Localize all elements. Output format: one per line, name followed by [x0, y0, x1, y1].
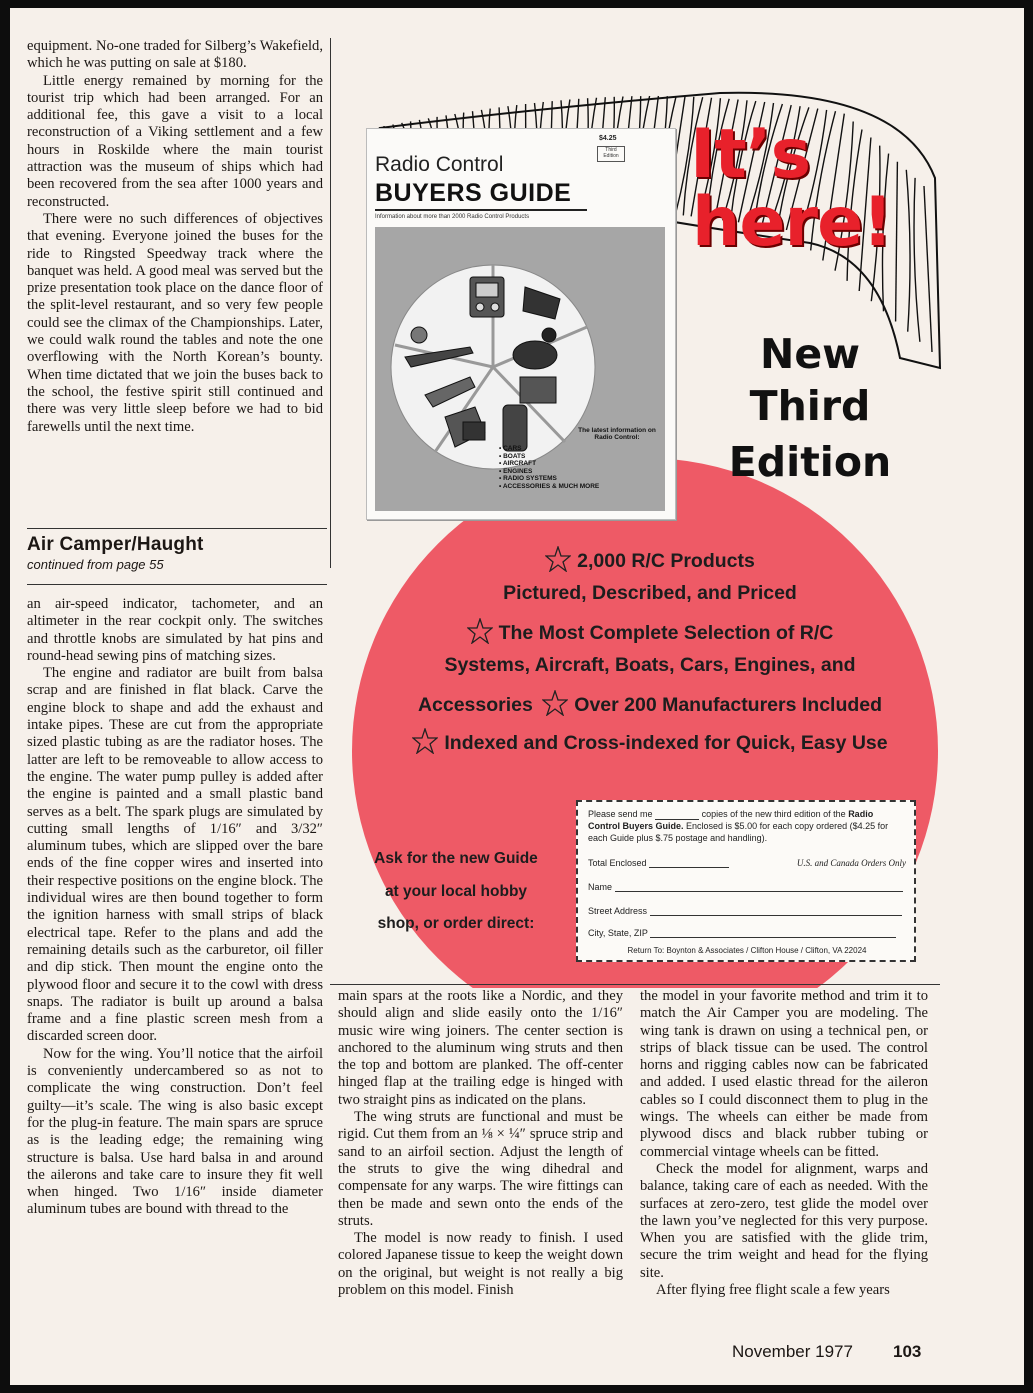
coupon-intro-text: copies of the new third edition of the [701, 809, 846, 819]
street-row [588, 906, 906, 916]
cover-tagline: Information about more than 2000 Radio Control Products [375, 214, 530, 220]
section-title: Air Camper/Haught [27, 534, 204, 555]
cover-price: $4.25 [599, 135, 617, 142]
cover-title-line-1: Radio Control [375, 153, 504, 176]
cover-category-item: • CARS [499, 445, 522, 452]
article-column-3 [640, 988, 928, 1299]
cover-category-item: • ACCESSORIES & MUCH MORE [499, 482, 600, 490]
star-icon [545, 546, 571, 572]
name-field[interactable] [615, 891, 903, 892]
magazine-page [10, 8, 1024, 1385]
ad-feature-text: Over 200 Manufacturers Included [574, 694, 883, 716]
article-column-1-top [27, 38, 323, 436]
coupon-product-name: Radio Control Buyers Guide. [588, 809, 874, 831]
ad-feature-line-3 [350, 618, 950, 645]
ask-line-3: shop, or order direct: [377, 915, 535, 932]
article-paragraph: There were no such differences of objectives that evening. Everyone joined the buses for the ride to Ringsted Speedway track where the banquet was held. A good meal was served but the prize presentation took place on the dance floor of the split-level restaurant, and so very few people could see the climax of the Championships. Later, we could walk round the tables and note the one overflowing with the North Korean’s bounty. When time dictated that we join the buses back to the school, the festive spirit still continued and there was very little sleep before we had to bid farewells until the next time. [27, 210, 323, 435]
total-label: Total Enclosed [588, 858, 647, 868]
city-label: City, State, ZIP [588, 928, 648, 938]
cover-category-list [499, 445, 669, 490]
coupon-intro [588, 808, 906, 844]
section-heading [27, 534, 327, 572]
city-row [588, 928, 906, 938]
star-icon [542, 690, 568, 716]
street-label: Street Address [588, 906, 648, 916]
orders-note: U.S. and Canada Orders Only [796, 858, 906, 868]
return-address-text: Boynton & Associates / Clifton House / Clifton, VA 22024 [666, 946, 867, 955]
edition-line-new: New [760, 330, 860, 378]
section-continued-note: continued from page 55 [27, 557, 164, 572]
article-column-1-bottom [27, 596, 323, 1219]
city-field[interactable] [650, 937, 896, 938]
article-paragraph: Check the model for alignment, warps and balance, taking care of each as needed. With the surfaces at zero-zero, test glide the model over the lawn you’ve neglected for this very purpose. When you are satisfied with the glide trim, secure the trim weight and head for the flying site. [640, 1160, 928, 1281]
cover-category-item: • AIRCRAFT [499, 460, 537, 467]
issue-date: November 1977 [732, 1342, 853, 1361]
total-row [588, 858, 906, 868]
cover-edition-stamp: Third Edition [597, 146, 625, 162]
headline-here: here! [692, 183, 893, 262]
copies-field[interactable] [655, 819, 699, 820]
name-label: Name [588, 882, 613, 892]
page-number: 103 [893, 1342, 922, 1361]
ad-feature-line-1 [350, 546, 950, 573]
ask-line-1: Ask for the new Guide [374, 850, 538, 867]
ad-feature-line-2: Pictured, Described, and Priced [503, 582, 797, 604]
return-label: Return To: [627, 946, 665, 955]
cover-title-line-2: BUYERS GUIDE [375, 179, 572, 207]
star-icon [412, 728, 438, 754]
heading-underline [27, 584, 327, 585]
headline-its: It’s [690, 115, 811, 194]
order-coupon [576, 800, 916, 962]
article-paragraph: Little energy remained by morning for the tourist trip which had been arranged. For an additional fee, this gave a visit to a local reconstruction of a Viking settlement and a few hours in Roskilde where the main tourist attraction was the museum of ships which had been recovered from the sea after 1000 years and reconstructed. [27, 72, 323, 210]
ad-feature-text: Indexed and Cross-indexed for Quick, Easy Use [444, 732, 888, 754]
star-icon [467, 618, 493, 644]
cover-category-item: • ENGINES [499, 467, 533, 475]
article-column-2 [338, 988, 623, 1299]
ad-feature-line-4: Systems, Aircraft, Boats, Cars, Engines, and [444, 654, 856, 676]
article-paragraph: the model in your favorite method and trim it to match the Air Camper you are modeling. The wing tank is drawn on using a technical pen, or strips of black tissue can be used. The control horns and rigging cables now can be fabricated and added. I used elastic thread for the aileron cables so I could disconnect them to plug in the wings. The wheels can either be made from plywood discs and black rubber tubing or commercial vintage wheels can be fitted. [640, 988, 928, 1160]
article-paragraph: After flying free flight scale a few years [656, 1282, 890, 1299]
cover-latest-note: The latest information on Radio Control: [578, 427, 656, 441]
article-paragraph: Now for the wing. You’ll notice that the airfoil is conveniently undercambered so as not to complicate the wing construction. Don’t feel guilty—it’s scale. The wing is also basic except for the plug-in feature. The main spars are spruce as is the leading edge; the remaining wing structure is balsa. Use hard balsa in and around the ailerons and take care to insure they fit well when hinged. Two 1/16″ inside diameter aluminum tubes are bound with thread to the [27, 1045, 323, 1218]
ad-feature-text: 2,000 R/C Products [577, 550, 755, 572]
street-field[interactable] [650, 915, 902, 916]
buyers-guide-cover [366, 128, 676, 520]
total-field[interactable] [649, 867, 729, 868]
article-paragraph: equipment. No-one traded for Silberg’s Wakefield, which he was putting on sale at $180. [27, 38, 323, 72]
article-paragraph: The wing struts are functional and must be rigid. Cut them from an ⅛ × ¼″ spruce strip and sand to an airfoil section. Adjust the length of the struts to give the wing dihedral and compensate for any warps. The wire fittings can then be made and sewn onto the ends of the struts. [338, 1109, 623, 1229]
ad-feature-line-6 [350, 728, 950, 755]
article-paragraph: The engine and radiator are built from balsa scrap and are finished in flat black. Carve the engine block to shape and add the exhaust and intake pipes. These are cut from the appropriate sized plastic tubing as are the radiator hoses. The latter are left to be removeable to allow access to the engine. The water pump pulley is added after the engine is painted and a small plastic band serves as a belt. The spark plugs are simulated by cutting small lengths of 1/16″ and 3/32″ aluminum tubes, which are slipped over the bare ends of the fine copper wires and inserted into their respective positions on the engine block. The individual wires are then bound together to form the ignition harness with small strips of black electrical tape. Refer to the plans and add the remaining details such as the carburetor, oil filler and dip stick. Then mount the engine onto the plywood floor and secure it to the cowl with dress snaps. The radiator is built up around a balsa frame and a fine plastic screen mesh from a discarded screen door. [27, 665, 323, 1045]
article-paragraph: The model is now ready to finish. I used colored Japanese tissue to keep the weight down on the original, but weight is not really a big problem on this model. Finish [338, 1230, 623, 1299]
ad-feature-line-5 [350, 690, 950, 717]
return-address [584, 946, 910, 955]
cover-category-item: • BOATS [499, 452, 526, 460]
section-divider [27, 528, 327, 529]
edition-line-edition: Edition [728, 438, 892, 486]
name-row [588, 882, 906, 892]
column-divider [330, 38, 331, 568]
edition-line-third: Third [749, 382, 871, 430]
article-paragraph: an air-speed indicator, tachometer, and an altimeter in the rear cockpit only. The switches and throttle knobs are simulated by hat pins and round-head sewing pins of matching sizes. [27, 596, 323, 664]
ask-line-2: at your local hobby [384, 883, 528, 900]
coupon-intro-text: Please send me [588, 809, 653, 819]
cover-category-item: • RADIO SYSTEMS [499, 475, 557, 482]
ad-feature-text: Accessories [417, 694, 533, 716]
lower-divider [330, 984, 940, 985]
article-paragraph: main spars at the roots like a Nordic, and they should align and slide easily onto the 1/16″ music wire wing joiners. The center section is anchored to the aluminum wing struts and then the top and bottom are planked. The off-center hinged flap at the trailing edge is hinged with two straight pins as indicated on the plans. [338, 988, 623, 1108]
cover-rule [375, 209, 587, 211]
ad-feature-text: The Most Complete Selection of R/C [498, 622, 834, 644]
coupon-price-text: Enclosed is $5.00 for each copy ordered ($4.25 for each Guide plus $.75 postage and handling). [588, 821, 889, 843]
